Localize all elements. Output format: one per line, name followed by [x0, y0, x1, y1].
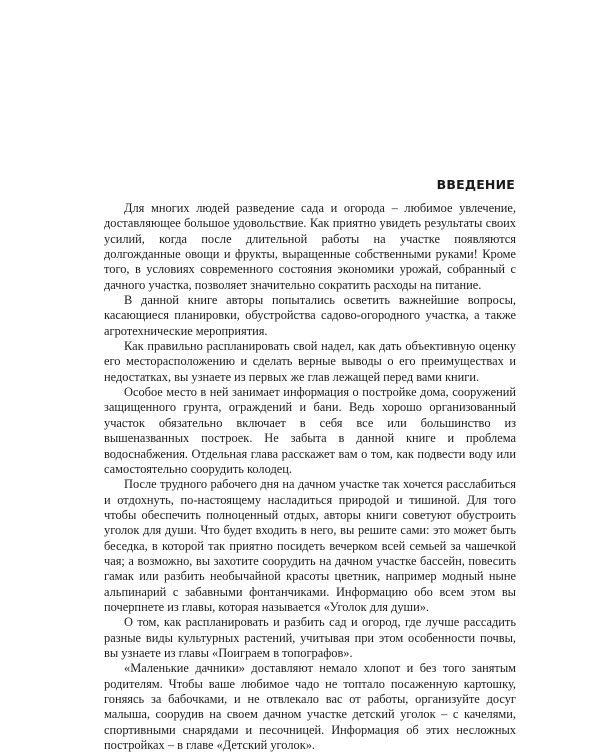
paragraph: Особое место в ней занимает информация о постройке дома, сооружений защищенного грунта, ограждений и бани. Ведь хорошо организованный участок обязательно включает в себя все или большинство из вышеназванных построек. Не забыта в данной книге и проблема водоснабжения. Отдельная глава расскажет вам о том, как подвести воду или самостоятельно соорудить колодец.: [104, 385, 516, 476]
chapter-title: ВВЕДЕНИЕ: [436, 177, 515, 192]
paragraph: Для многих людей разведение сада и огорода – любимое увлечение, доставляющее большое удовольствие. Как приятно увидеть результаты своих усилий, когда после длительной работы на участке появляются долгожданные овощи и фрукты, выращенные собственными руками! Кроме того, в условиях современного состояния экономики урожай, собранный с дачного участка, позволяет значительно сократить расходы на питание.: [104, 201, 516, 292]
paragraph: После трудного рабочего дня на дачном участке так хочется расслабиться и отдохнуть, по-настоящему насладиться природой и тишиной. Для того чтобы обеспечить полноценный отдых, авторы книги советуют обустроить уголок для души. Что будет входить в него, вы решите сами: это может быть беседка, в которой так приятно посидеть вечерком всей семьей за чашечкой чая; а возможно, вы захотите соорудить на дачном участке бассейн, повесить гамак или разбить необычайной красоты цветник, например модный ныне альпинарий с забавными фонтанчиками. Информацию обо всем этом вы почерпнете из главы, которая называется «Уголок для души».: [104, 477, 516, 614]
chapter-body: [104, 201, 516, 753]
paragraph: Как правильно распланировать свой надел, как дать объективную оценку его месторасположению и сделать верные выводы о его преимуществах и недостатках, вы узнаете из первых же глав лежащей перед вами книги.: [104, 339, 516, 384]
paragraph: О том, как распланировать и разбить сад и огород, где лучше рассадить разные виды культурных растений, учитывая при этом особенности почвы, вы узнаете из главы «Поиграем в топографов».: [104, 615, 516, 660]
paragraph: «Маленькие дачники» доставляют немало хлопот и без того занятым родителям. Чтобы ваше любимое чадо не топтало посаженную картошку, гоняясь за бабочками, и не отвлекало вас от работы, организуйте досуг малыша, соорудив на своем дачном участке детский уголок – с качелями, спортивными снарядами и песочницей. Информация об этих несложных постройках – в главе «Детский уголок».: [104, 661, 516, 753]
paragraph: В данной книге авторы попытались осветить важнейшие вопросы, касающиеся планировки, обустройства садово-огородного участка, а также агротехнические мероприятия.: [104, 293, 516, 338]
